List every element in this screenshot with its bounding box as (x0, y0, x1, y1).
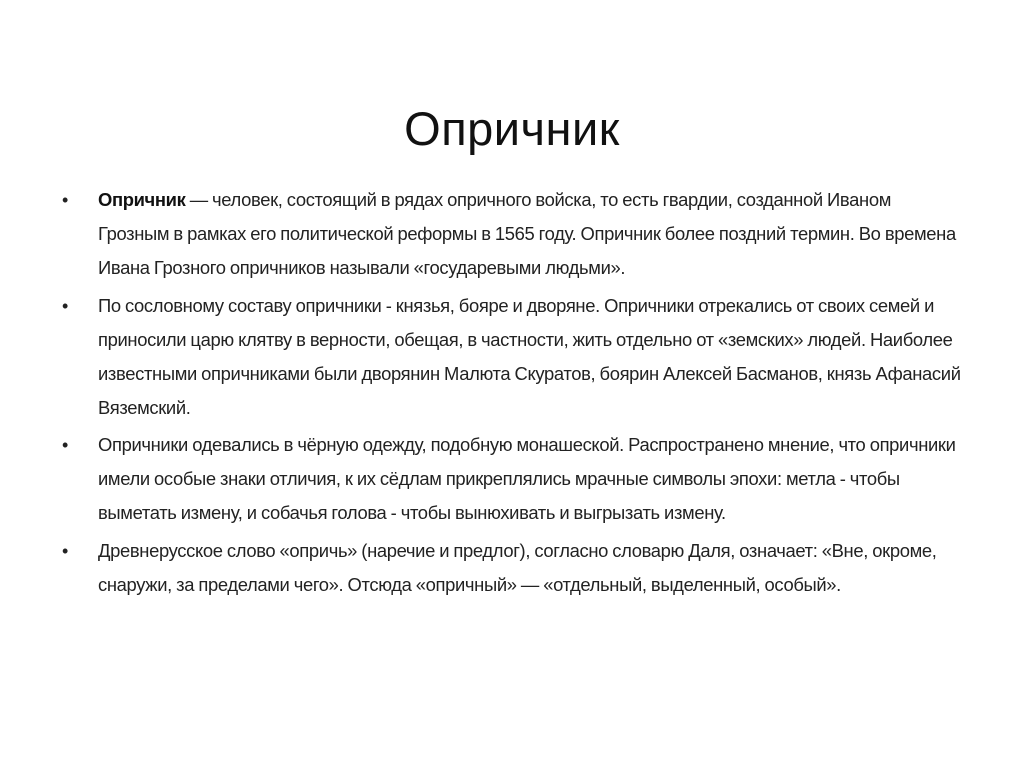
bullet-list (62, 183, 962, 605)
bullet-term: Опричник (98, 189, 186, 210)
bullet-text: Древнерусское слово «опричь» (наречие и предлог), согласно словарю Даля, означает: «Вне, окроме, снаружи, за пределами чего». Отсюда «опричный» — «отдельный, выделенный, особый». (98, 539, 937, 595)
bullet-item-composition (62, 289, 962, 425)
bullet-text: — человек, состоящий в рядах опричного войска, то есть гвардии, созданной Иваном Грозным в рамках его политической реформы в 1565 году. Опричник более поздний термин. Во времена Ивана Грозного опричников называли «государевыми людьми». (98, 189, 956, 278)
bullet-icon: • (62, 540, 68, 561)
bullet-icon: • (62, 435, 68, 455)
bullet-icon: • (62, 190, 68, 210)
bullet-text: Опричники одевались в чёрную одежду, подобную монашеской. Распространено мнение, что опричники имели особые знаки отличия, к их сёдлам прикреплялись мрачные символы эпохи: метла - чтобы выметать измену, и собачья голова - чтобы вынюхивать и выгрызать измену. (98, 434, 956, 523)
bullet-icon: • (62, 295, 68, 316)
bullet-item-definition (62, 183, 962, 285)
bullet-text: По сословному составу опричники - князья, бояре и дворяне. Опричники отрекались от своих семей и приносили царю клятву в верности, обещая, в частности, жить отдельно от «земских» людей. Наиболее известными опричниками были дворянин Малюта Скуратов, боярин Алексей Басманов, князь Афанасий Вяземский. (98, 294, 961, 418)
slide-title: Опричник (404, 102, 620, 156)
bullet-item-etymology (62, 534, 962, 602)
bullet-item-attire (62, 428, 962, 530)
